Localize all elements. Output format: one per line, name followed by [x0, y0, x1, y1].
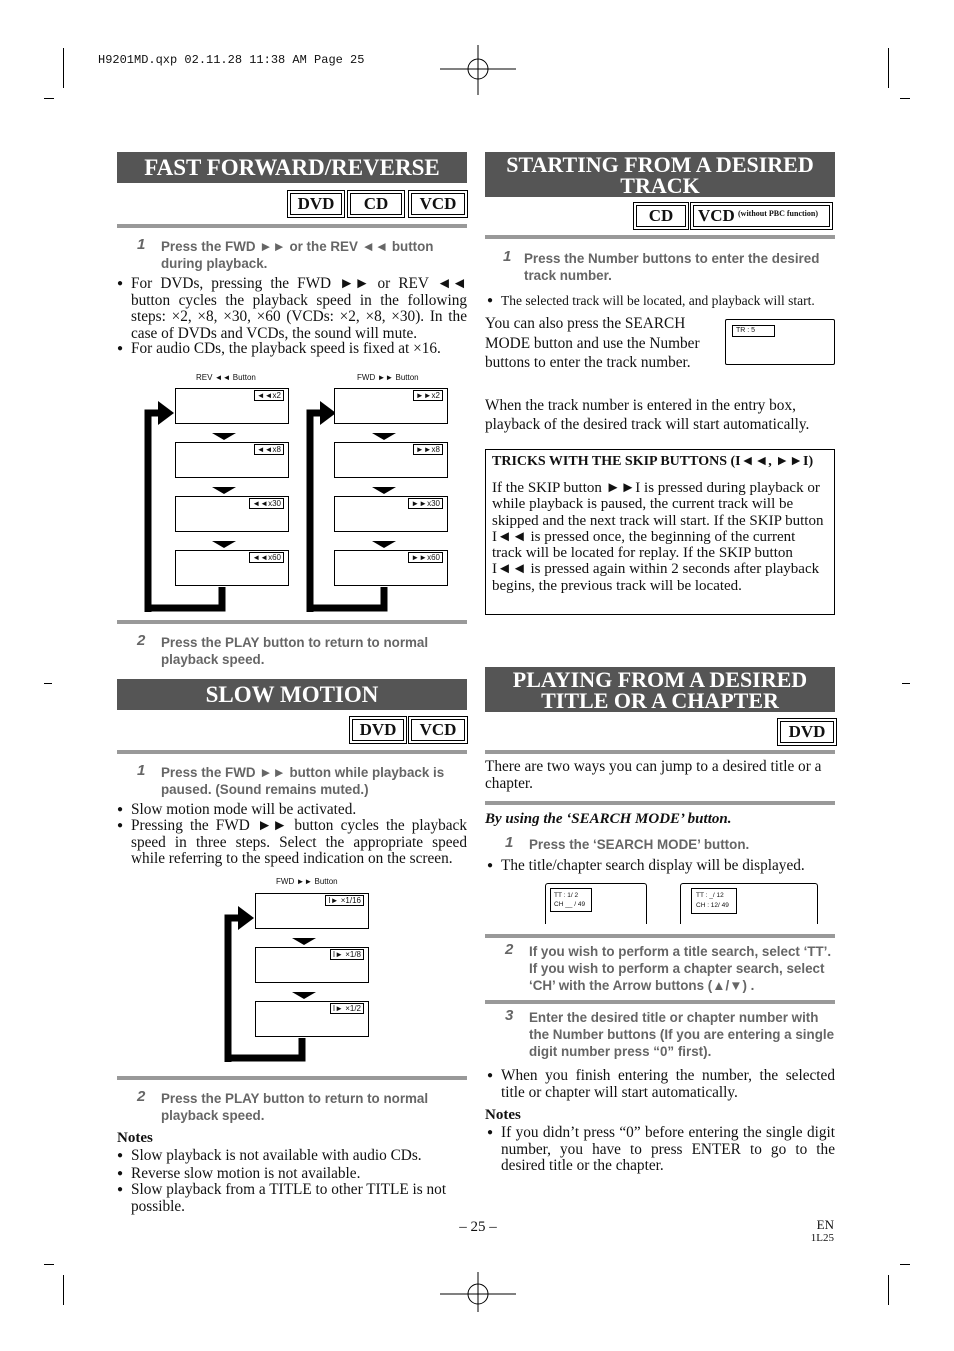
rev-screen-x60	[175, 550, 289, 586]
speed-label: ◄◄x2	[254, 390, 284, 401]
notes-heading: Notes	[117, 1130, 153, 1146]
divider	[485, 934, 835, 938]
badge-cd: CD	[636, 205, 686, 227]
speed-label: I► ×1/8	[330, 949, 364, 960]
crop-mark	[63, 1275, 64, 1305]
speed-label: ◄◄x60	[249, 552, 284, 563]
speed-label: I► ×1/2	[330, 1003, 364, 1014]
slow-note-2: ● Reverse slow motion is not available.	[117, 1166, 471, 1183]
pbc-note: (without PBC function)	[738, 209, 819, 218]
speed-label: ►►x8	[413, 444, 443, 455]
fwd-button-label: FWD ►► Button	[357, 373, 419, 382]
registration-mark-bottom	[440, 1272, 516, 1312]
crop-mark	[63, 48, 64, 88]
badge-vcd: VCD	[411, 719, 465, 741]
tricks-box	[485, 449, 835, 615]
track-title-line-1: STARTING FROM A DESIRED	[506, 152, 814, 177]
fwd-button-label: FWD ►► Button	[276, 877, 338, 886]
fwd-screen-x30	[334, 496, 448, 532]
track-step-1: Press the Number buttons to enter the desired track number.	[524, 251, 820, 283]
ffr-title: FAST FORWARD/REVERSE	[117, 152, 467, 183]
title-search-screen-1	[545, 883, 647, 924]
track-title	[485, 152, 835, 197]
slow-step-1: Press the FWD ►► button while playback is paused. (Sound remains muted.)	[161, 765, 445, 797]
language-code: EN	[816, 1217, 834, 1232]
search-display-box	[550, 888, 592, 912]
badge-vcd-without-pbc	[693, 205, 830, 227]
search-line-tt: TT : 1/ 2	[554, 892, 579, 899]
badge-dvd: DVD	[780, 721, 834, 743]
step-number: 3	[505, 1007, 514, 1024]
title-chapter-step-1: Press the ‘SEARCH MODE’ button.	[529, 837, 750, 852]
speed-label: ◄◄x8	[254, 444, 284, 455]
title-chapter-note-1: ● If you didn’t press “0” before entering the single digit number, you have to press ENTER to go to the desired title or the chapter.	[487, 1125, 835, 1175]
rev-screen-x8	[175, 442, 289, 478]
ffr-bullet-2: ● For audio CDs, the playback speed is fixed at ×16.	[117, 341, 471, 358]
track-screen	[725, 319, 835, 365]
slow-bullet-1: ● Slow motion mode will be activated.	[117, 802, 471, 819]
step-number: 1	[137, 762, 146, 779]
title-chapter-bullet-2: ● When you finish entering the number, the selected title or chapter will start automatically.	[487, 1068, 835, 1101]
title-chapter-title	[485, 667, 835, 712]
search-mode-subhead: By using the ‘SEARCH MODE’ button.	[485, 811, 732, 827]
fwd-screen-x8	[334, 442, 448, 478]
step-number: 1	[137, 236, 146, 253]
speed-label: I► ×1/16	[325, 895, 364, 906]
divider	[117, 224, 467, 228]
title-chapter-step-2: If you wish to perform a title search, select ‘TT’. If you wish to perform a chapter search, select ‘CH’ with the Arrow buttons (▲/▼) .	[529, 944, 832, 993]
slow-note-1: ● Slow playback is not available with audio CDs.	[117, 1148, 471, 1165]
track-entry-box: TR : 5	[732, 325, 775, 337]
crop-mark	[44, 683, 52, 684]
track-bullet-1: ● The selected track will be located, and playback will start.	[487, 293, 849, 310]
speed-label: ◄◄x30	[249, 498, 284, 509]
crop-mark	[900, 1264, 910, 1265]
search-line-tt: TT : _/ 12	[696, 892, 724, 899]
title-chapter-title-line-2: TITLE OR A CHAPTER	[541, 688, 779, 713]
track-title-line-2: TRACK	[620, 173, 700, 198]
step-number: 1	[505, 834, 514, 851]
crop-mark	[888, 1275, 889, 1305]
slow-title: SLOW MOTION	[117, 679, 467, 710]
tricks-title: TRICKS WITH THE SKIP BUTTONS (I◄◄, ►►I)	[492, 454, 814, 469]
badge-vcd: VCD	[411, 193, 465, 215]
speed-label: ►►x2	[413, 390, 443, 401]
title-chapter-bullet-1: ● The title/chapter search display will be displayed.	[487, 858, 847, 875]
vcd-label: VCD	[698, 206, 735, 225]
track-para-2: When the track number is entered in the entry box, playback of the desired track will start automatically.	[485, 397, 810, 433]
slow-screen-1-8	[255, 947, 369, 983]
rev-screen-x2	[175, 388, 289, 424]
model-code: 1L25	[810, 1232, 834, 1244]
step-number: 2	[505, 941, 514, 958]
search-line-ch: CH __ / 49	[554, 901, 586, 908]
rev-screen-x30	[175, 496, 289, 532]
title-chapter-title-line-1: PLAYING FROM A DESIRED	[512, 667, 808, 692]
search-line-ch: CH : 12/ 49	[696, 902, 729, 909]
title-search-screen-2	[680, 883, 818, 924]
crop-mark	[902, 683, 910, 684]
ffr-step-2: Press the PLAY button to return to normal playback speed.	[161, 635, 429, 667]
rev-button-label: REV ◄◄ Button	[196, 373, 256, 382]
divider	[117, 620, 467, 624]
title-chapter-intro: There are two ways you can jump to a desired title or a chapter.	[485, 758, 822, 792]
ffr-step-1: Press the FWD ►► or the REV ◄◄ button during playback.	[161, 239, 434, 271]
slow-note-3: ● Slow playback from a TITLE to other TITLE is not possible.	[117, 1182, 471, 1215]
crop-mark	[44, 98, 54, 99]
divider	[485, 235, 835, 239]
notes-heading: Notes	[485, 1107, 521, 1123]
step-number: 2	[137, 1088, 146, 1105]
ffr-bullet-1: ● For DVDs, pressing the FWD ►► or REV ◄◄ button cycles the playback speed in the following steps: ×2, ×8, ×30, ×60 (VCDs: ×2, ×8, ×30). In the case of DVDs and VCDs, the sound will mute.	[117, 276, 467, 342]
speed-label: ►►x60	[408, 552, 443, 563]
slow-screen-1-2	[255, 1001, 369, 1037]
page-number: – 25 –	[459, 1219, 497, 1235]
tricks-body: If the SKIP button ►►I is pressed during playback or while playback is paused, the current track will be skipped and the next track will start. If the SKIP button I◄◄ is pressed once, the beginning of the current track will be located for replay. If the SKIP button I◄◄ is pressed again within 2 seconds after playback begins, the previous track will be located.	[492, 480, 824, 594]
crop-mark	[888, 48, 889, 88]
fwd-screen-x60	[334, 550, 448, 586]
badge-dvd: DVD	[290, 193, 342, 215]
badge-dvd: DVD	[352, 719, 404, 741]
crop-mark	[900, 98, 910, 99]
slow-bullet-2: ● Pressing the FWD ►► button cycles the playback speed in three steps. Select the appropriate speed while referring to the speed indication on the screen.	[117, 818, 467, 868]
file-header: H9201MD.qxp 02.11.28 11:38 AM Page 25	[98, 53, 365, 67]
badge-cd: CD	[350, 193, 402, 215]
speed-label: ►►x30	[408, 498, 443, 509]
divider	[485, 1000, 835, 1004]
registration-mark-top	[440, 45, 516, 95]
divider	[485, 801, 835, 805]
step-number: 2	[137, 632, 146, 649]
fwd-screen-x2	[334, 388, 448, 424]
search-display-box	[691, 888, 737, 914]
slow-step-2: Press the PLAY button to return to normal playback speed.	[161, 1091, 429, 1123]
crop-mark	[44, 1264, 54, 1265]
divider	[117, 1076, 467, 1080]
divider	[485, 750, 835, 754]
divider	[117, 750, 467, 754]
step-number: 1	[503, 248, 512, 265]
slow-screen-1-16	[255, 893, 369, 929]
track-para-1: You can also press the SEARCH MODE button and use the Number buttons to enter the track number.	[485, 315, 700, 371]
title-chapter-step-3: Enter the desired title or chapter number with the Number buttons (If you are entering a single digit number press “0” first).	[529, 1010, 835, 1059]
